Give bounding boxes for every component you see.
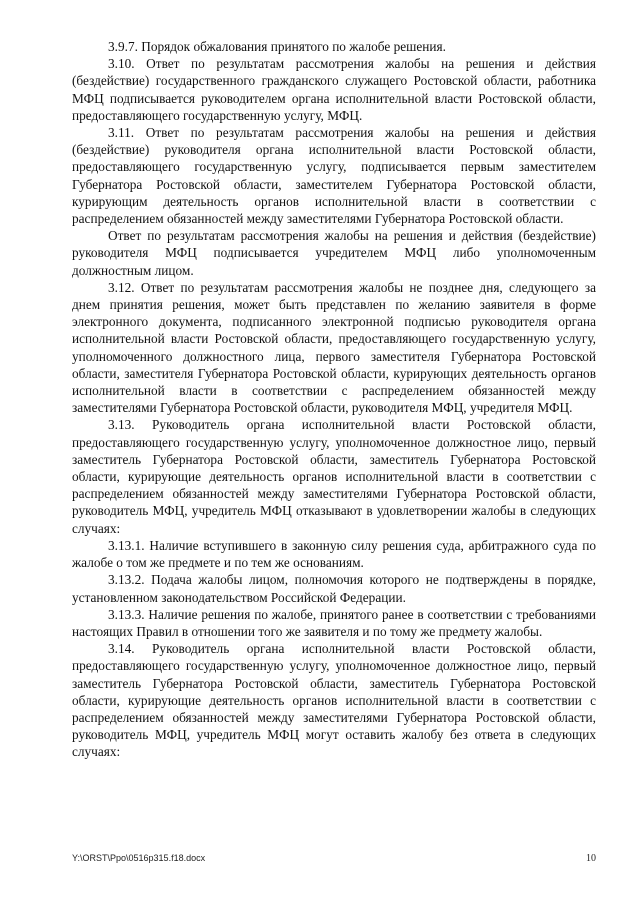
paragraph-3-10: 3.10. Ответ по результатам рассмотрения жалобы на решения и действия (бездействие) государственного гражданского служащего Ростовской области, работника МФЦ подписывается руководителем органа исполнительной власти Ростовской области, предоставляющего государственную услугу, МФЦ.	[72, 56, 596, 123]
paragraph-3-9-7: 3.9.7. Порядок обжалования принятого по жалобе решения.	[108, 39, 446, 54]
paragraph-3-13-3: 3.13.3. Наличие решения по жалобе, принятого ранее в соответствии с требованиями настоящих Правил в отношении того же заявителя и по тому же предмету жалобы.	[72, 606, 596, 639]
paragraph-3-12: 3.12. Ответ по результатам рассмотрения жалобы не позднее дня, следующего за днем принятия решения, может быть представлен по желанию заявителя в форме электронного документа, подписанного электронной подписью руководителя органа исполнительной власти Ростовской области, предоставляющего государственную услугу, уполномоченного должностного лица, первого заместителя Губернатора Ростовской области, заместителя Губернатора Ростовской области, курирующих деятельность органов исполнительной власти в соответствии с распределением обязанностей между заместителями Губернатора Ростовской области, руководителя МФЦ, учредителя МФЦ.	[72, 279, 596, 416]
paragraph-3-13-2: 3.13.2. Подача жалобы лицом, полномочия которого не подтверждены в порядке, установленном законодательством Российской Федерации.	[72, 572, 596, 605]
paragraph-3-13-1: 3.13.1. Наличие вступившего в законную силу решения суда, арбитражного суда по жалобе о том же предмете и по тем же основаниям.	[72, 537, 596, 571]
paragraph-3-11: 3.11. Ответ по результатам рассмотрения жалобы на решения и действия (бездействие) руководителя органа исполнительной власти Ростовской области, предоставляющего государственную услугу, подписывается первым заместителем Губернатора Ростовской области, заместителем Губернатора Ростовской области, курирующим деятельность органов исполнительной власти в соответствии с распределением обязанностей между заместителями Губернатора Ростовской области.	[72, 125, 596, 227]
document-body	[72, 38, 596, 761]
paragraph-3-14: 3.14. Руководитель органа исполнительной власти Ростовской области, предоставляющего государственную услугу, уполномоченное должностное лицо, первый заместитель Губернатора Ростовской области, заместитель Губернатора Ростовской области, курирующие деятельность органов исполнительной власти в соответствии с распределением обязанностей между заместителями Губернатора Ростовской области, руководитель МФЦ, учредитель МФЦ могут оставить жалобу без ответа в следующих случаях:	[72, 641, 596, 760]
paragraph-3-13: 3.13. Руководитель органа исполнительной власти Ростовской области, предоставляющего государственную услугу, уполномоченное должностное лицо, первый заместитель Губернатора Ростовской области, заместитель Губернатора Ростовской области, курирующие деятельность органов исполнительной власти в соответствии с распределением обязанностей между заместителями Губернатора Ростовской области, руководитель МФЦ, учредитель МФЦ отказывают в удовлетворении жалобы в следующих случаях:	[72, 417, 596, 536]
page-number: 10	[586, 853, 596, 864]
footer-file-path: Y:\ORST\Ppo\0516p315.f18.docx	[72, 853, 206, 863]
paragraph-3-11-mfc: Ответ по результатам рассмотрения жалобы на решения и действия (бездействие) руководителя МФЦ подписывается учредителем МФЦ либо уполномоченным должностным лицом.	[72, 228, 596, 278]
